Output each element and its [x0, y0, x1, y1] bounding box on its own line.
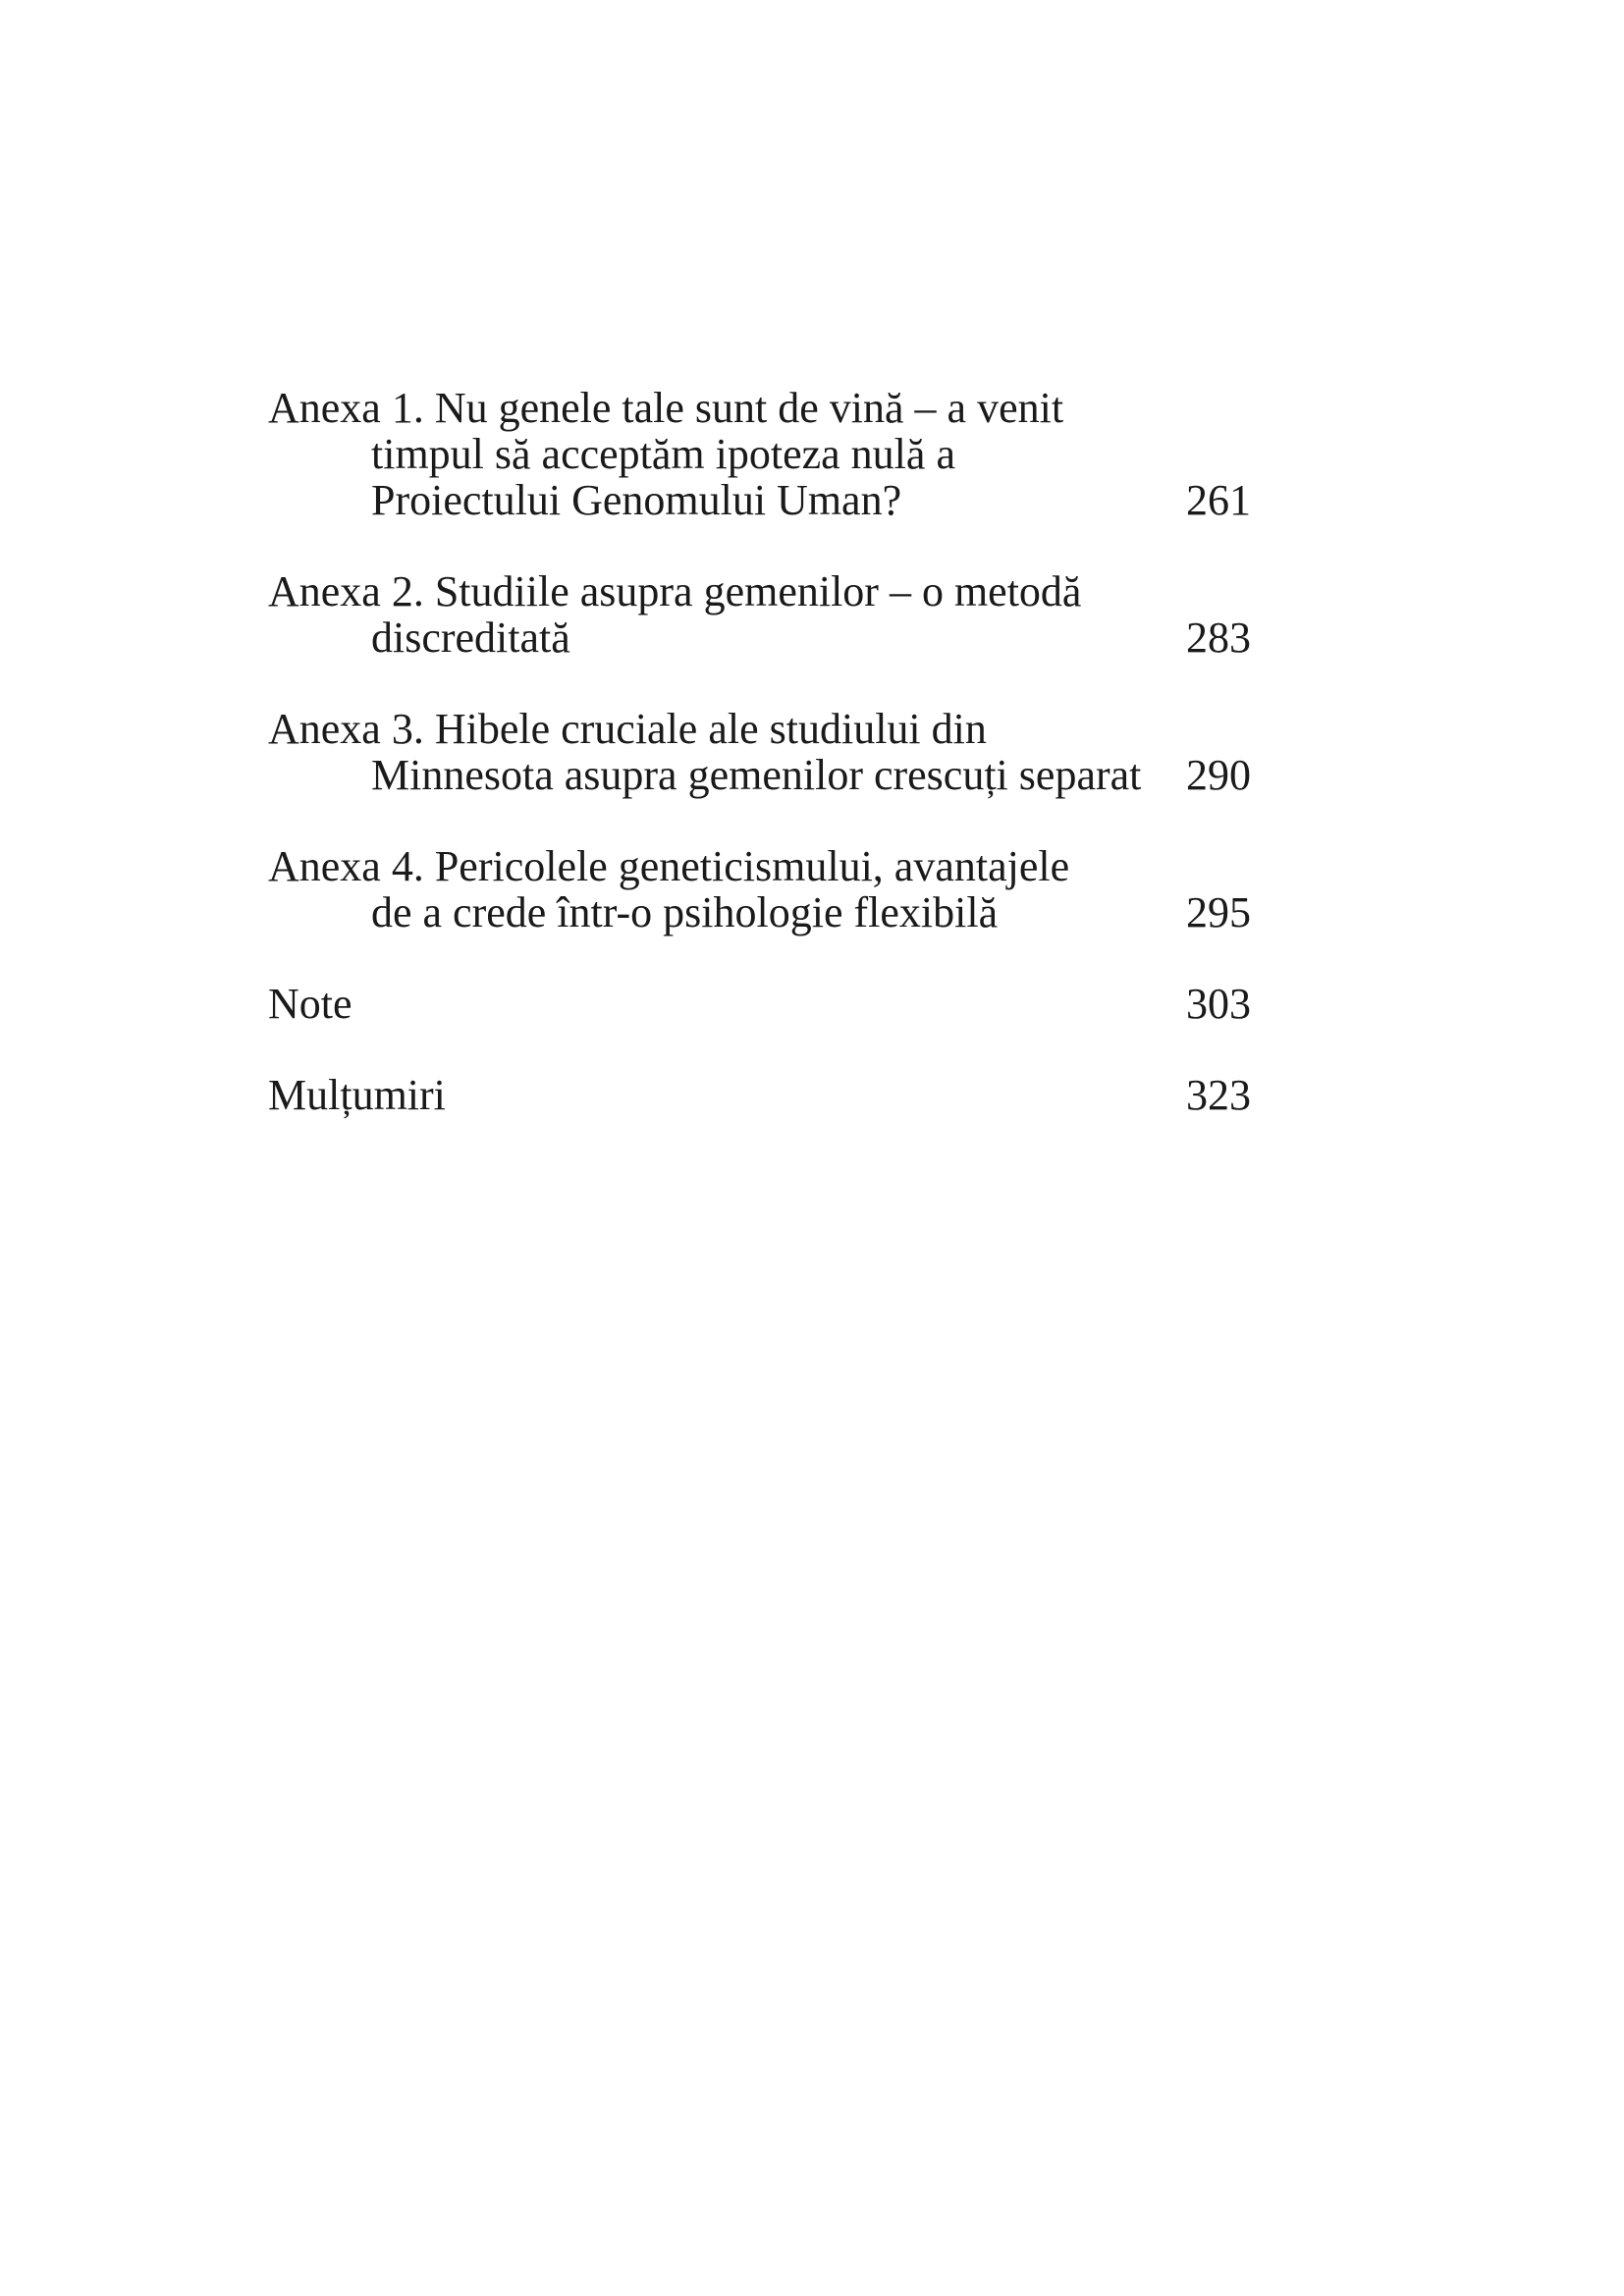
toc-entry-title-line: discreditată	[371, 614, 570, 662]
toc-entry-anexa-3[interactable]	[268, 706, 1251, 798]
toc-page-number: 323	[1186, 1071, 1251, 1119]
toc-entry-note[interactable]	[268, 981, 1251, 1027]
toc-entry-title-line: Proiectului Genomului Uman?	[371, 476, 902, 524]
toc-entry-title-line: Note	[268, 980, 352, 1028]
table-of-contents	[268, 385, 1251, 1118]
toc-entry-title-line: Minnesota asupra gemenilor crescuți separat	[371, 751, 1142, 799]
toc-page-number: 295	[1186, 888, 1251, 936]
toc-entry-title-line: Anexa 2. Studiile asupra gemenilor – o metodă	[268, 567, 1082, 615]
toc-page-number: 283	[1186, 614, 1251, 662]
toc-page-number: 261	[1186, 476, 1251, 524]
toc-entry-title-line: Anexa 4. Pericolele geneticismului, avantajele	[268, 842, 1070, 890]
toc-entry-anexa-1[interactable]	[268, 385, 1251, 523]
toc-entry-title-line: Mulțumiri	[268, 1071, 446, 1119]
toc-entry-title-line: timpul să acceptăm ipoteza nulă a	[371, 430, 955, 478]
toc-entry-anexa-4[interactable]	[268, 843, 1251, 935]
toc-page-number: 303	[1186, 980, 1251, 1028]
toc-entry-anexa-2[interactable]	[268, 568, 1251, 661]
toc-entry-title-line: de a crede într-o psihologie flexibilă	[371, 888, 999, 936]
toc-entry-multumiri[interactable]	[268, 1072, 1251, 1118]
toc-entry-title-line: Anexa 1. Nu genele tale sunt de vină – a venit	[268, 384, 1064, 432]
toc-entry-title-line: Anexa 3. Hibele cruciale ale studiului din	[268, 705, 987, 753]
toc-page-number: 290	[1186, 751, 1251, 799]
